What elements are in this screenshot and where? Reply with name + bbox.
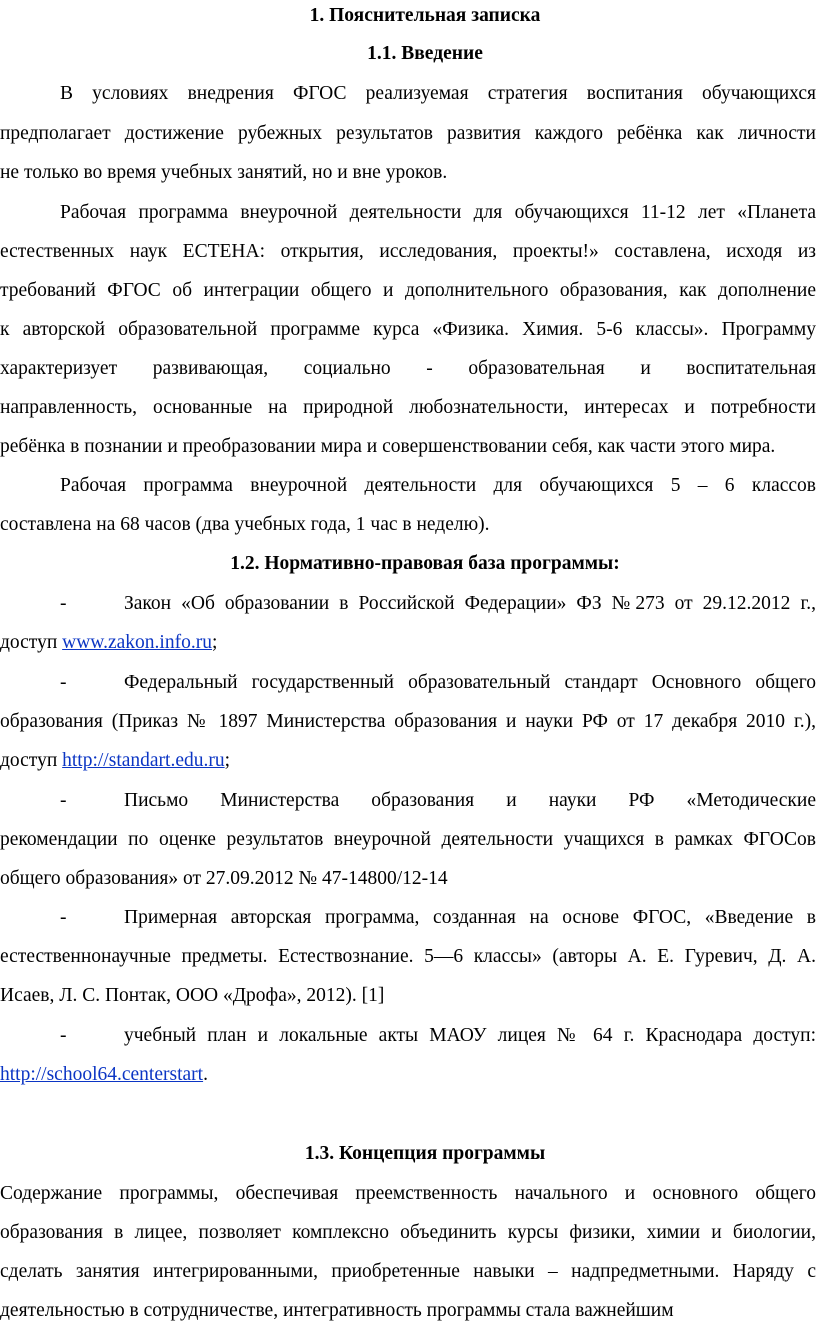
- link-school64[interactable]: http://school64.centerstart: [0, 1064, 204, 1085]
- list-item-continuation: образования (Приказ № 1897 Министерства образования и науки РФ от 17 декабря 2010 г.),: [0, 711, 816, 732]
- list-item-continuation: естественнонаучные предметы. Естествознание. 5—6 классы» (авторы А. Е. Гуревич, Д. А.: [0, 946, 816, 967]
- subsection-title-introduction: 1.1. Введение: [367, 43, 483, 64]
- punctuation: .: [203, 1064, 208, 1085]
- list-item-continuation: Исаев, Л. С. Понтак, ООО «Дрофа», 2012). [1]: [0, 985, 385, 1006]
- access-label: доступ: [0, 632, 63, 653]
- paragraph-line: В условиях внедрения ФГОС реализуемая стратегия воспитания обучающихся: [60, 83, 816, 104]
- paragraph-line: направленность, основанные на природной любознательности, интересах и потребности: [0, 397, 816, 418]
- paragraph-line: деятельностью в сотрудничестве, интегративность программы стала важнейшим: [0, 1300, 674, 1321]
- list-dash: -: [60, 593, 67, 614]
- paragraph-line: Рабочая программа внеурочной деятельности для обучающихся 5 – 6 классов: [60, 475, 816, 496]
- list-item-text: Письмо Министерства образования и науки РФ «Методические: [124, 790, 816, 811]
- punctuation: ;: [211, 632, 218, 653]
- list-dash: -: [60, 790, 67, 811]
- paragraph-line: не только во время учебных занятий, но и вне уроков.: [0, 162, 448, 183]
- paragraph-line: Содержание программы, обеспечивая преемственность начального и основного общего: [0, 1183, 816, 1204]
- section-title-concept: 1.3. Концепция программы: [304, 1143, 546, 1164]
- access-label: доступ: [0, 750, 63, 771]
- list-item-continuation: [0, 1063, 816, 1087]
- paragraph-line: характеризует развивающая, социально - образовательная и воспитательная: [0, 358, 816, 379]
- paragraph-line: к авторской образовательной программе курса «Физика. Химия. 5-6 классы». Программу: [0, 319, 816, 340]
- section-title-legal-basis: 1.2. Нормативно-правовая база программы:: [230, 553, 620, 574]
- list-item-text: Примерная авторская программа, созданная на основе ФГОС, «Введение в: [124, 907, 816, 928]
- list-item-text: учебный план и локальные акты МАОУ лицея № 64 г. Краснодара доступ:: [124, 1025, 816, 1046]
- list-item-text: Федеральный государственный образовательный стандарт Основного общего: [124, 672, 816, 693]
- list-dash: -: [60, 1025, 67, 1046]
- paragraph-line: предполагает достижение рубежных результатов развития каждого ребёнка как личности: [0, 123, 816, 144]
- paragraph-line: сделать занятия интегрированными, приобретенные навыки – надпредметными. Наряду с: [0, 1261, 816, 1282]
- list-dash: -: [60, 672, 67, 693]
- list-item-continuation: [0, 631, 816, 655]
- paragraph-line: ребёнка в познании и преобразовании мира и совершенствовании себя, как части этого мира.: [0, 436, 776, 457]
- paragraph-line: Рабочая программа внеурочной деятельности для обучающихся 11-12 лет «Планета: [60, 202, 816, 223]
- list-item-text: Закон «Об образовании в Российской Федерации» ФЗ №273 от 29.12.2012 г.,: [124, 593, 816, 614]
- punctuation: ;: [224, 750, 231, 771]
- paragraph-line: составлена на 68 часов (два учебных года, 1 час в неделю).: [0, 514, 490, 535]
- list-item-continuation: [0, 749, 816, 773]
- paragraph-line: образования в лицее, позволяет комплексно объединить курсы физики, химии и биологии,: [0, 1222, 816, 1243]
- list-dash: -: [60, 907, 67, 928]
- link-standart[interactable]: http://standart.edu.ru: [62, 750, 225, 771]
- list-item-continuation: общего образования» от 27.09.2012 № 47-14800/12-14: [0, 868, 448, 889]
- link-zakon[interactable]: www.zakon.info.ru: [62, 632, 212, 653]
- paragraph-line: естественных наук ЕСТЕНА: открытия, исследования, проекты!» составлена, исходя из: [0, 241, 816, 262]
- section-title-explanatory-note: 1. Пояснительная записка: [309, 5, 541, 26]
- list-item-continuation: рекомендации по оценке результатов внеурочной деятельности учащихся в рамках ФГОСов: [0, 829, 816, 850]
- paragraph-line: требований ФГОС об интеграции общего и дополнительного образования, как дополнение: [0, 280, 816, 301]
